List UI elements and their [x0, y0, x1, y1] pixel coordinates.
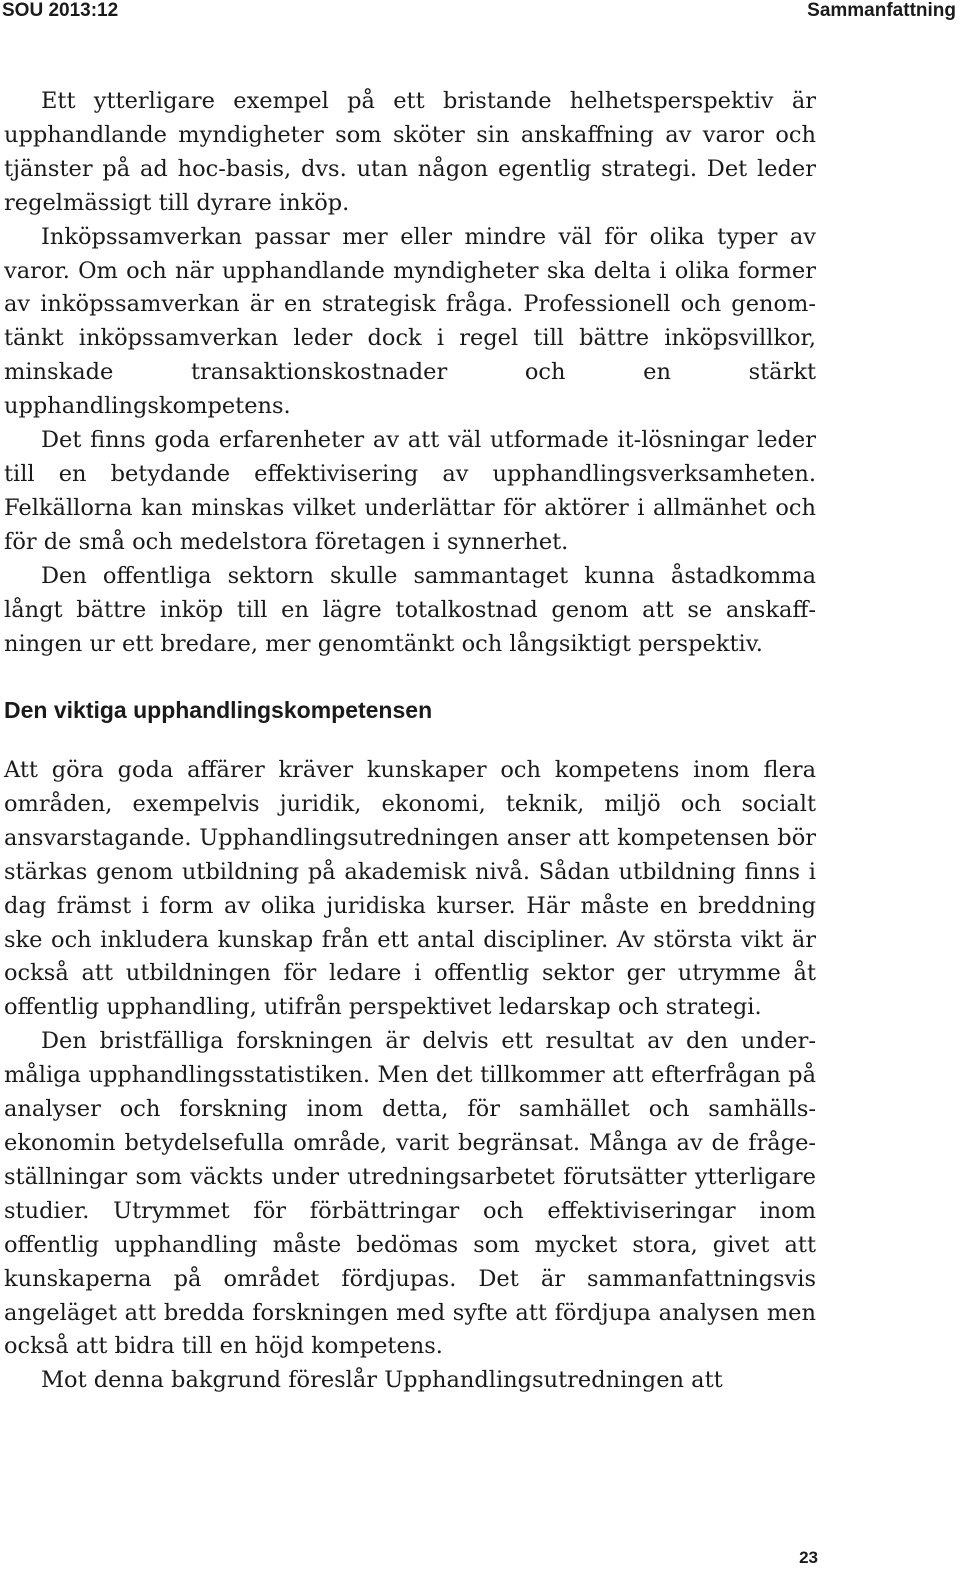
page-header	[0, 0, 960, 24]
paragraph: Att göra goda affärer kräver kunskaper och kompetens inom flera områden, exempelvis juridik, ekonomi, teknik, miljö och socialt ansvarstagande. Upphandlingsutredningen anser att kompetensen bör stärkas genom utbildning på akademisk nivå. Sådan utbildning finns i dag främst i form av olika juridiska kurser. Här måste en breddning ske och inkludera kunskap från ett antal discipliner. Av största vikt är också att utbildningen för ledare i offentlig sektor ger utrymme åt offentlig upphandling, utifrån perspektivet ledarskap och strategi.	[4, 757, 816, 1021]
section-heading: Den viktiga upphandlingskompetensen	[4, 697, 433, 723]
section-1-body	[4, 85, 816, 661]
paragraph: Den bristfälliga forskningen är delvis ett resultat av den undermåliga upphandlingsstatistiken. Men det tillkommer att efterfrågan på analyser och forskning inom detta, för samhället och samhällsekonomin betydelsefulla område, varit begränsat. Många av de frågeställningar som väckts under utredningsarbetet förutsätter ytterligare studier. Utrymmet för förbättringar och effektiviseringar inom offentlig upphandling måste bedömas som mycket stora, givet att kunskaperna på området fördjupas. Det är sammanfattningsvis angeläget att bredda forskningen med syfte att fördjupa analysen men också att bidra till en höjd kompetens.	[4, 1028, 816, 1360]
paragraph: Inköpssamverkan passar mer eller mindre väl för olika typer av varor. Om och när upphandlande myndigheter ska delta i olika former av inköpssamverkan är en strategisk fråga. Professionell och genomtänkt inköpssamverkan leder dock i regel till bättre inköpsvillkor, minskade transaktionskostnader och en stärkt upphandlingskompetens.	[4, 223, 816, 420]
page-number: 23	[799, 1548, 818, 1567]
paragraph: Ett ytterligare exempel på ett bristande helhetsperspektiv är upphandlande myndigheter som sköter sin anskaffning av varor och tjänster på ad hoc-basis, dvs. utan någon egentlig strategi. Det leder regelmässigt till dyrare inköp.	[4, 88, 816, 216]
section-2-body	[4, 754, 816, 1398]
paragraph: Den offentliga sektorn skulle sammantaget kunna åstadkomma långt bättre inköp till en lägre totalkostnad genom att se anskaffningen ur ett bredare, mer genomtänkt och långsiktigt perspektiv.	[4, 562, 816, 657]
chapter-title: Sammanfattning	[807, 0, 956, 21]
paragraph: Det finns goda erfarenheter av att väl utformade it-lösningar leder till en betydande effektivisering av upphandlingsverksamheten. Felkällorna kan minskas vilket underlättar för aktörer i allmänhet och för de små och medelstora företagen i synnerhet.	[4, 427, 816, 555]
report-id: SOU 2013:12	[2, 0, 119, 21]
paragraph: Mot denna bakgrund föreslår Upphandlingsutredningen att	[41, 1367, 723, 1394]
